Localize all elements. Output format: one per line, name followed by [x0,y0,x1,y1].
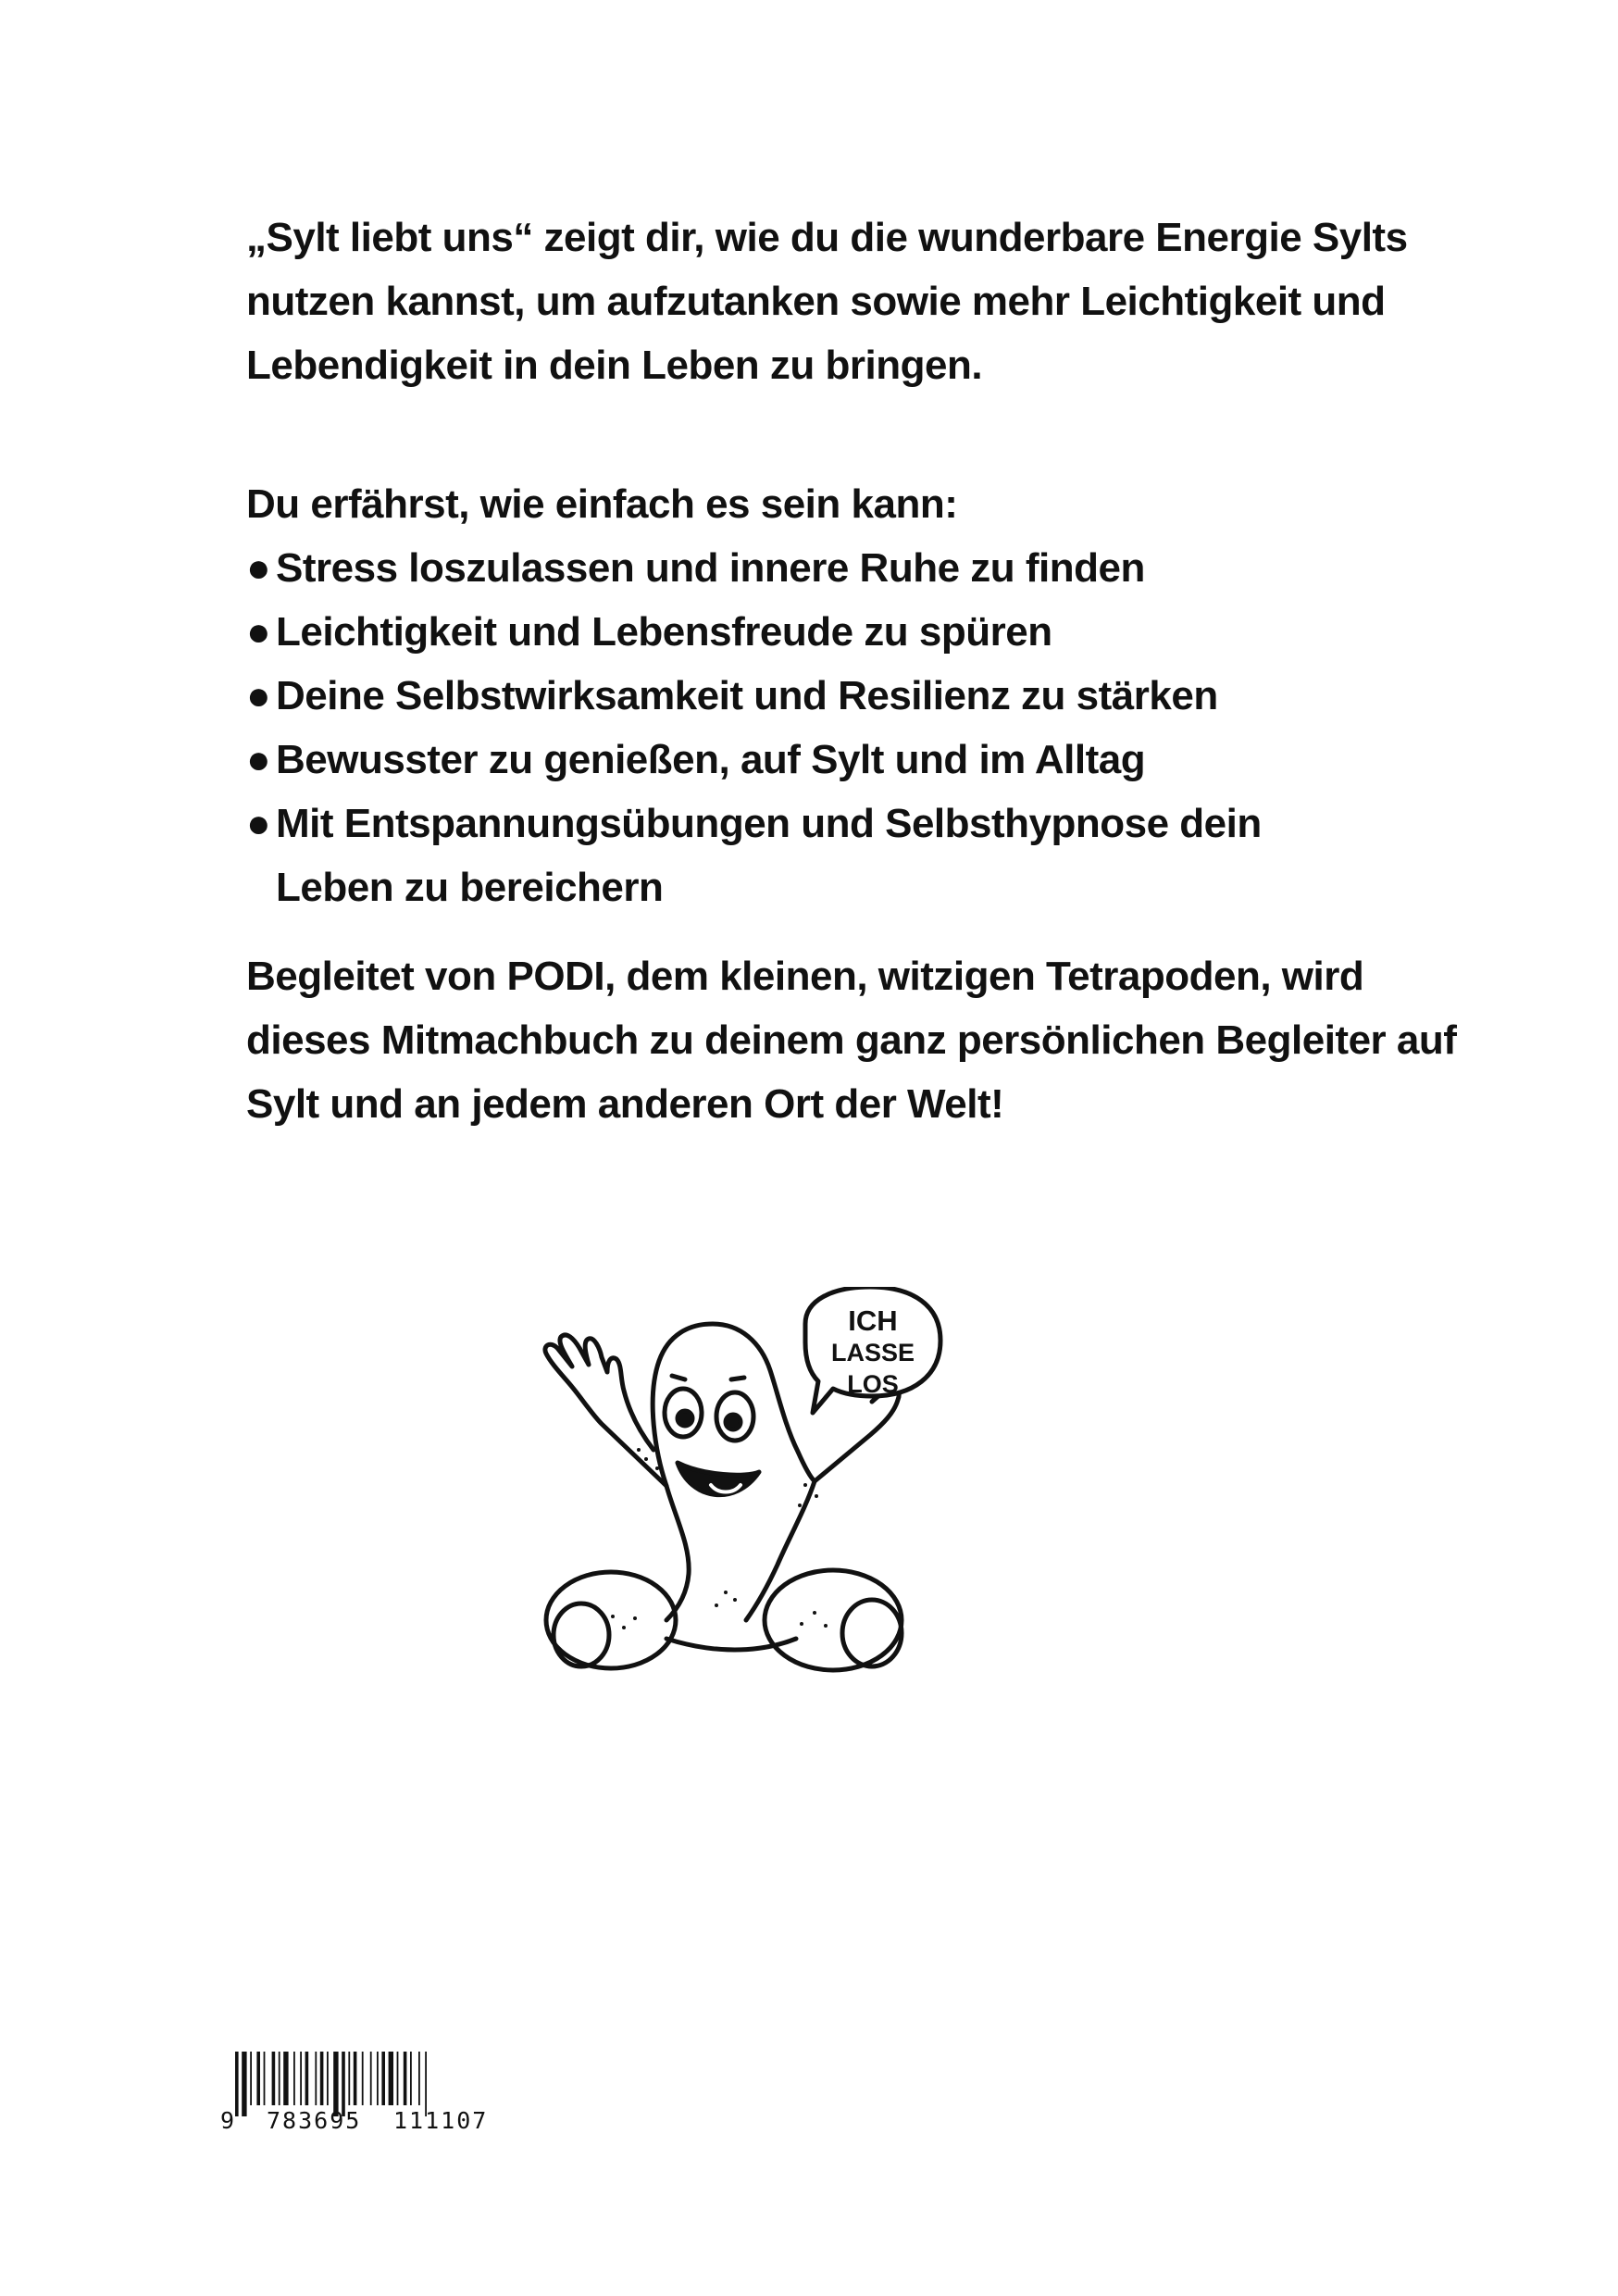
podi-right-foot [842,1600,902,1666]
list-item-text-continued: Leben zu bereichern [276,865,664,910]
podi-right-pupil [726,1415,741,1429]
podi-right-arm [815,1387,899,1481]
speech-line-2: LASSE LOS [830,1339,915,1398]
intro-paragraph [246,206,1468,397]
barcode-bar [370,2052,372,2105]
barcode-right-group: 111107 [393,2107,489,2134]
barcode-bar [404,2052,407,2105]
barcode-bar [242,2052,246,2116]
podi-left-leg [546,1572,676,1668]
closing-line: Sylt und an jedem anderen Ort der Welt! [246,1081,1004,1127]
bullet-icon: ● [246,673,271,718]
list-item-text: Stress loszulassen und innere Ruhe zu finden [276,545,1145,591]
barcode-bar [381,2052,385,2105]
closing-line: Begleitet von PODI, dem kleinen, witzigen Tetrapoden, wird [246,954,1364,999]
podi-left-foot [554,1603,609,1666]
list-item [246,600,1468,664]
barcode-bar [256,2052,260,2105]
barcode-bar [315,2052,317,2105]
barcode-bar [300,2052,302,2105]
bullet-icon: ● [246,801,271,846]
list-item [246,792,1468,919]
barcode-bar [279,2052,280,2105]
speech-line-1: ICH [848,1304,898,1337]
barcode-first-digit: 9 [220,2107,237,2134]
podi-right-leg [765,1570,902,1670]
intro-line: „Sylt liebt uns“ zeigt dir, wie du die wunderbare Energie Sylts [246,215,1408,260]
barcode-bar [293,2052,295,2105]
barcode-bar [305,2052,309,2105]
list-item [246,728,1468,792]
podi-body [653,1324,815,1620]
list-item-text: Mit Entspannungsübungen und Selbsthypnose dein [276,801,1262,846]
intro-line: nutzen kannst, um aufzutanken sowie mehr Leichtigkeit und [246,279,1386,324]
closing-line: dieses Mitmachbuch zu deinem ganz persönlichen Begleiter auf [246,1017,1457,1063]
barcode-bar [397,2052,399,2105]
barcode-bar [283,2052,288,2105]
features-list [246,536,1468,919]
barcode-left-group: 783695 [267,2107,362,2134]
barcode-bar [362,2052,364,2105]
barcode-bar [418,2052,420,2105]
barcode-bar [354,2052,357,2105]
list-item-text: Deine Selbstwirksamkeit und Resilienz zu stärken [276,673,1218,718]
barcode-bar [272,2052,276,2105]
podi-left-brow [672,1376,685,1379]
isbn-barcode [220,2052,554,2144]
podi-right-brow [731,1378,744,1379]
podi-left-pupil [678,1411,692,1426]
barcode-bar [250,2052,252,2105]
bullet-icon: ● [246,737,271,782]
barcode-bar [320,2052,324,2105]
features-heading: Du erfährst, wie einfach es sein kann: [246,481,958,527]
closing-paragraph [246,944,1468,1136]
barcode-bar [327,2052,329,2105]
list-item [246,664,1468,728]
bullet-icon: ● [246,545,271,591]
speech-bubble-text [805,1305,940,1400]
list-item-text: Leichtigkeit und Lebensfreude zu spüren [276,609,1052,655]
bullet-icon: ● [246,609,271,655]
podi-mascot-illustration [528,1287,953,1713]
barcode-bar [410,2052,412,2105]
barcode-bar [264,2052,266,2105]
features-section [246,472,1468,919]
barcode-bar [389,2052,393,2105]
podi-left-arm [545,1335,666,1486]
list-item [246,536,1468,600]
intro-line: Lebendigkeit in dein Leben zu bringen. [246,343,983,388]
barcode-bar [348,2052,350,2105]
barcode-bar [377,2052,379,2105]
list-item-text: Bewusster zu genießen, auf Sylt und im Alltag [276,737,1146,782]
